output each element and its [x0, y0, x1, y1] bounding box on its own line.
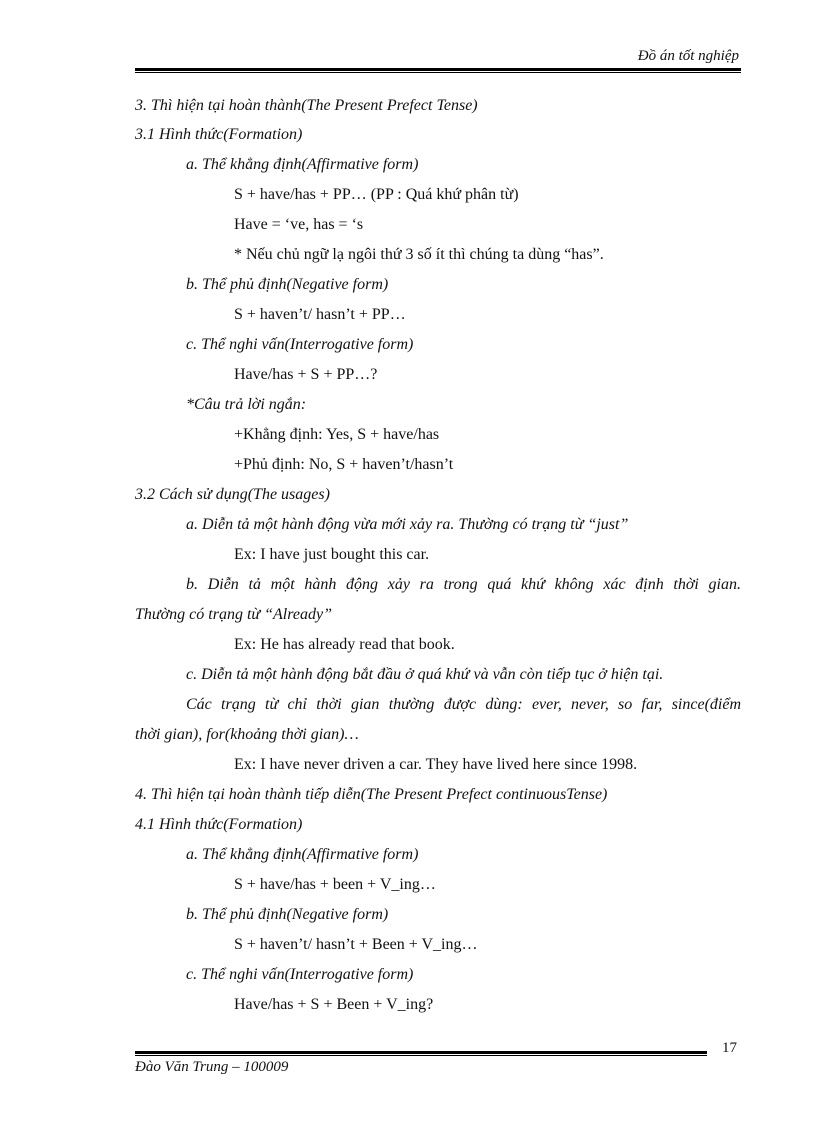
formula-line: Have/has + S + Been + V_ing? [234, 996, 434, 1013]
text-line-continued: thời gian), for(khoảng thời gian)… [135, 726, 359, 743]
example-line: Ex: I have never driven a car. They have lived here since 1998. [234, 756, 638, 773]
text-line: +Khẳng định: Yes, S + have/has [234, 426, 440, 443]
section-heading: 3. Thì hiện tại hoàn thành(The Present Prefect Tense) [135, 97, 478, 114]
item-heading: b. Thể phủ định(Negative form) [186, 906, 389, 923]
footer-rule [135, 1051, 707, 1056]
page-header-title: Đồ án tốt nghiệp [637, 48, 739, 64]
item-heading: c. Thể nghi vấn(Interrogative form) [186, 336, 414, 353]
formula-line: S + have/has + been + V_ing… [234, 876, 436, 893]
item-heading: c. Thể nghi vấn(Interrogative form) [186, 966, 414, 983]
item-heading: *Câu trả lời ngắn: [186, 396, 307, 413]
item-heading: a. Thể khẳng định(Affirmative form) [186, 846, 419, 863]
item-heading-continued: Thường có trạng từ “Already” [135, 606, 332, 623]
text-line: Các trạng từ chỉ thời gian thường được dùng: ever, never, so far, since(điểm [186, 696, 741, 713]
section-heading: 4. Thì hiện tại hoàn thành tiếp diễn(The Present Prefect continuousTense) [135, 786, 608, 803]
text-line: * Nếu chủ ngữ lạ ngôi thứ 3 số ít thì chúng ta dùng “has”. [234, 246, 604, 263]
formula-line: S + haven’t/ hasn’t + Been + V_ing… [234, 936, 478, 953]
example-line: Ex: I have just bought this car. [234, 546, 430, 563]
item-heading: c. Diễn tả một hành động bắt đầu ở quá khứ và vẫn còn tiếp tục ở hiện tại. [186, 666, 664, 683]
example-line: Ex: He has already read that book. [234, 636, 455, 653]
item-heading: b. Diễn tả một hành động xảy ra trong quá khứ không xác định thời gian. [186, 576, 741, 593]
subsection-heading: 4.1 Hình thức(Formation) [135, 816, 303, 833]
formula-line: S + have/has + PP… (PP : Quá khứ phân từ) [234, 186, 519, 203]
formula-line: S + haven’t/ hasn’t + PP… [234, 306, 406, 323]
item-heading: a. Diễn tả một hành động vừa mới xảy ra. Thường có trạng từ “just” [186, 516, 629, 533]
item-heading: a. Thể khẳng định(Affirmative form) [186, 156, 419, 173]
subsection-heading: 3.2 Cách sử dụng(The usages) [135, 486, 330, 503]
formula-line: Have/has + S + PP…? [234, 366, 378, 383]
text-line: Have = ‘ve, has = ‘s [234, 216, 364, 233]
footer-author: Đào Văn Trung – 100009 [135, 1059, 289, 1075]
text-line: +Phủ định: No, S + haven’t/hasn’t [234, 456, 454, 473]
page-number: 17 [722, 1040, 737, 1056]
item-heading: b. Thể phủ định(Negative form) [186, 276, 389, 293]
subsection-heading: 3.1 Hình thức(Formation) [135, 126, 303, 143]
header-rule [135, 68, 741, 73]
